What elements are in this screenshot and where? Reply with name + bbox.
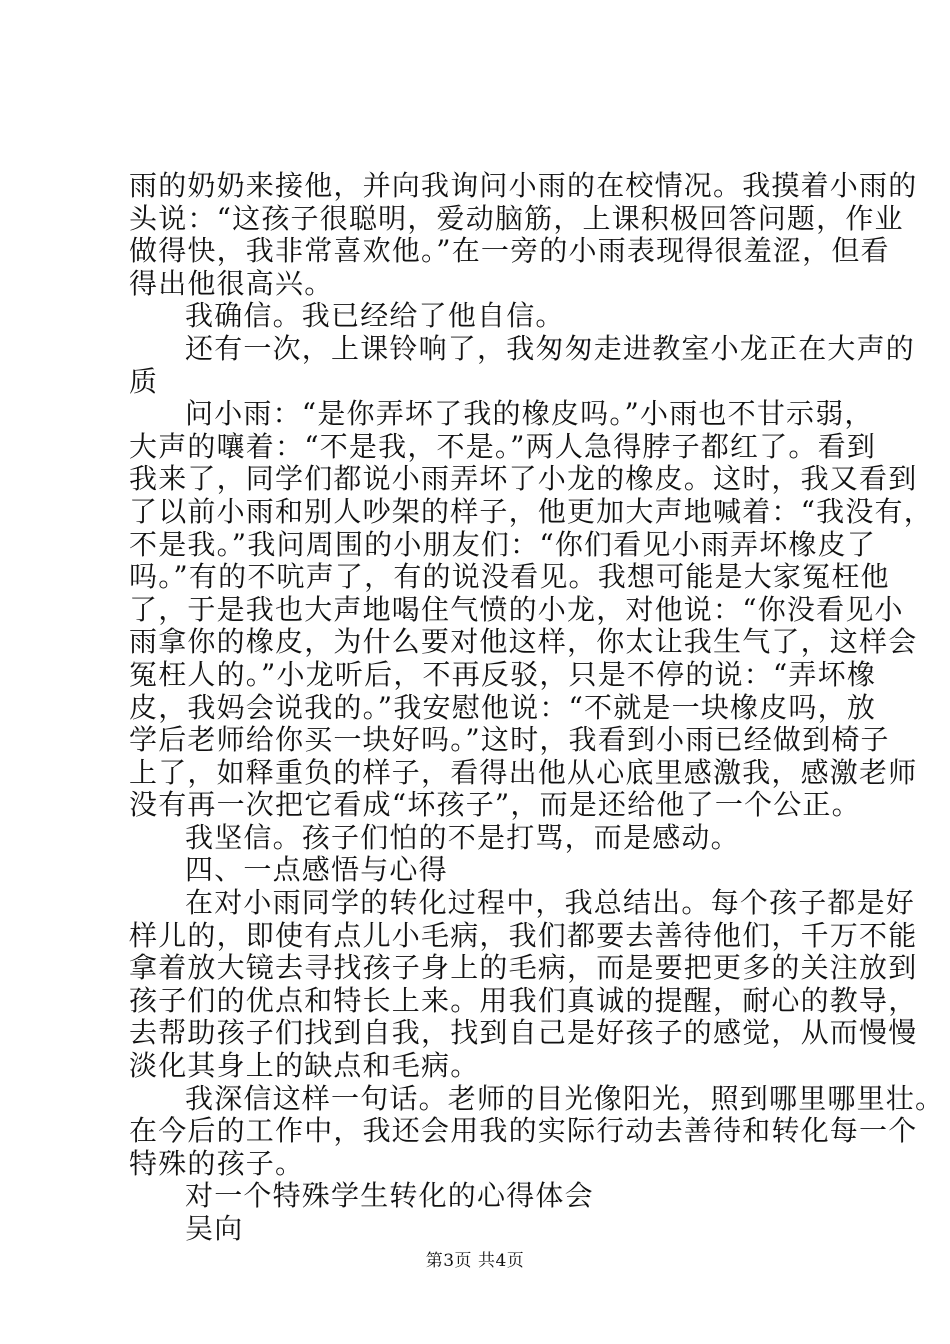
text-line: 我坚信。孩子们怕的不是打骂，而是感动。 xyxy=(185,820,740,854)
text-line: 雨拿你的橡皮，为什么要对他这样，你太让我生气了，这样会 xyxy=(129,625,918,659)
text-line: 在对小雨同学的转化过程中，我总结出。每个孩子都是好 xyxy=(185,886,916,920)
text-line: 不是我。”我问周围的小朋友们：“你们看见小雨弄坏橡皮了 xyxy=(129,527,877,561)
author-name: 吴向 xyxy=(185,1212,244,1245)
text-line: 我确信。我已经给了他自信。 xyxy=(185,299,565,333)
section-heading: 四、一点感悟与心得 xyxy=(185,853,448,887)
text-line: 拿着放大镜去寻找孩子身上的毛病，而是要把更多的关注放到 xyxy=(129,951,918,985)
text-line: 特殊的孩子。 xyxy=(129,1146,305,1180)
text-line: 孩子们的优点和特长上来。用我们真诚的提醒，耐心的教导， xyxy=(129,983,918,1017)
document-body xyxy=(129,169,945,1246)
text-line: 吗。”有的不吭声了，有的说没看见。我想可能是大家冤枉他 xyxy=(129,560,890,594)
text-line: 了，于是我也大声地喝住气愤的小龙，对他说：“你没看见小 xyxy=(129,592,904,626)
text-line: 样儿的，即使有点儿小毛病，我们都要去善待他们，千万不能 xyxy=(129,918,918,952)
text-line: 淡化其身上的缺点和毛病。 xyxy=(129,1049,480,1083)
text-line: 头说：“这孩子很聪明，爱动脑筋，上课积极回答问题，作业 xyxy=(129,201,904,235)
text-line: 我深信这样一句话。老师的目光像阳光，照到哪里哪里壮。 xyxy=(185,1081,945,1115)
page-footer: 第3页 共4页 xyxy=(425,1251,525,1271)
text-line: 没有再一次把它看成“坏孩子”，而是还给他了一个公正。 xyxy=(129,788,861,822)
text-line: 问小雨：“是你弄坏了我的橡皮吗。”小雨也不甘示弱， xyxy=(185,397,874,431)
text-line: 大声的嚷着：“不是我，不是。”两人急得脖子都红了。看到 xyxy=(129,429,877,463)
text-line: 还有一次，上课铃响了，我匆匆走进教室小龙正在大声的 xyxy=(185,331,916,365)
text-line: 冤枉人的。”小龙听后，不再反驳，只是不停的说：“弄坏橡 xyxy=(129,657,877,691)
text-line: 去帮助孩子们找到自我，找到自己是好孩子的感觉，从而慢慢 xyxy=(129,1016,918,1050)
text-line: 在今后的工作中，我还会用我的实际行动去善待和转化每一个 xyxy=(129,1114,918,1148)
text-line: 雨的奶奶来接他，并向我询问小雨的在校情况。我摸着小雨的 xyxy=(129,169,918,202)
text-line: 学后老师给你买一块好吗。”这时，我看到小雨已经做到椅子 xyxy=(129,723,890,757)
text-line: 做得快，我非常喜欢他。”在一旁的小雨表现得很羞涩，但看 xyxy=(129,234,890,268)
article-title: 对一个特殊学生转化的心得体会 xyxy=(185,1179,594,1213)
text-line: 质 xyxy=(129,364,159,398)
text-line: 皮，我妈会说我的。”我安慰他说：“不就是一块橡皮吗，放 xyxy=(129,690,877,724)
text-line: 我来了，同学们都说小雨弄坏了小龙的橡皮。这时，我又看到 xyxy=(129,462,918,496)
text-line: 了以前小雨和别人吵架的样子，他更加大声地喊着：“我没有， xyxy=(129,494,933,528)
text-line: 上了，如释重负的样子，看得出他从心底里感激我，感激老师 xyxy=(129,755,918,789)
text-line: 得出他很高兴。 xyxy=(129,266,334,300)
